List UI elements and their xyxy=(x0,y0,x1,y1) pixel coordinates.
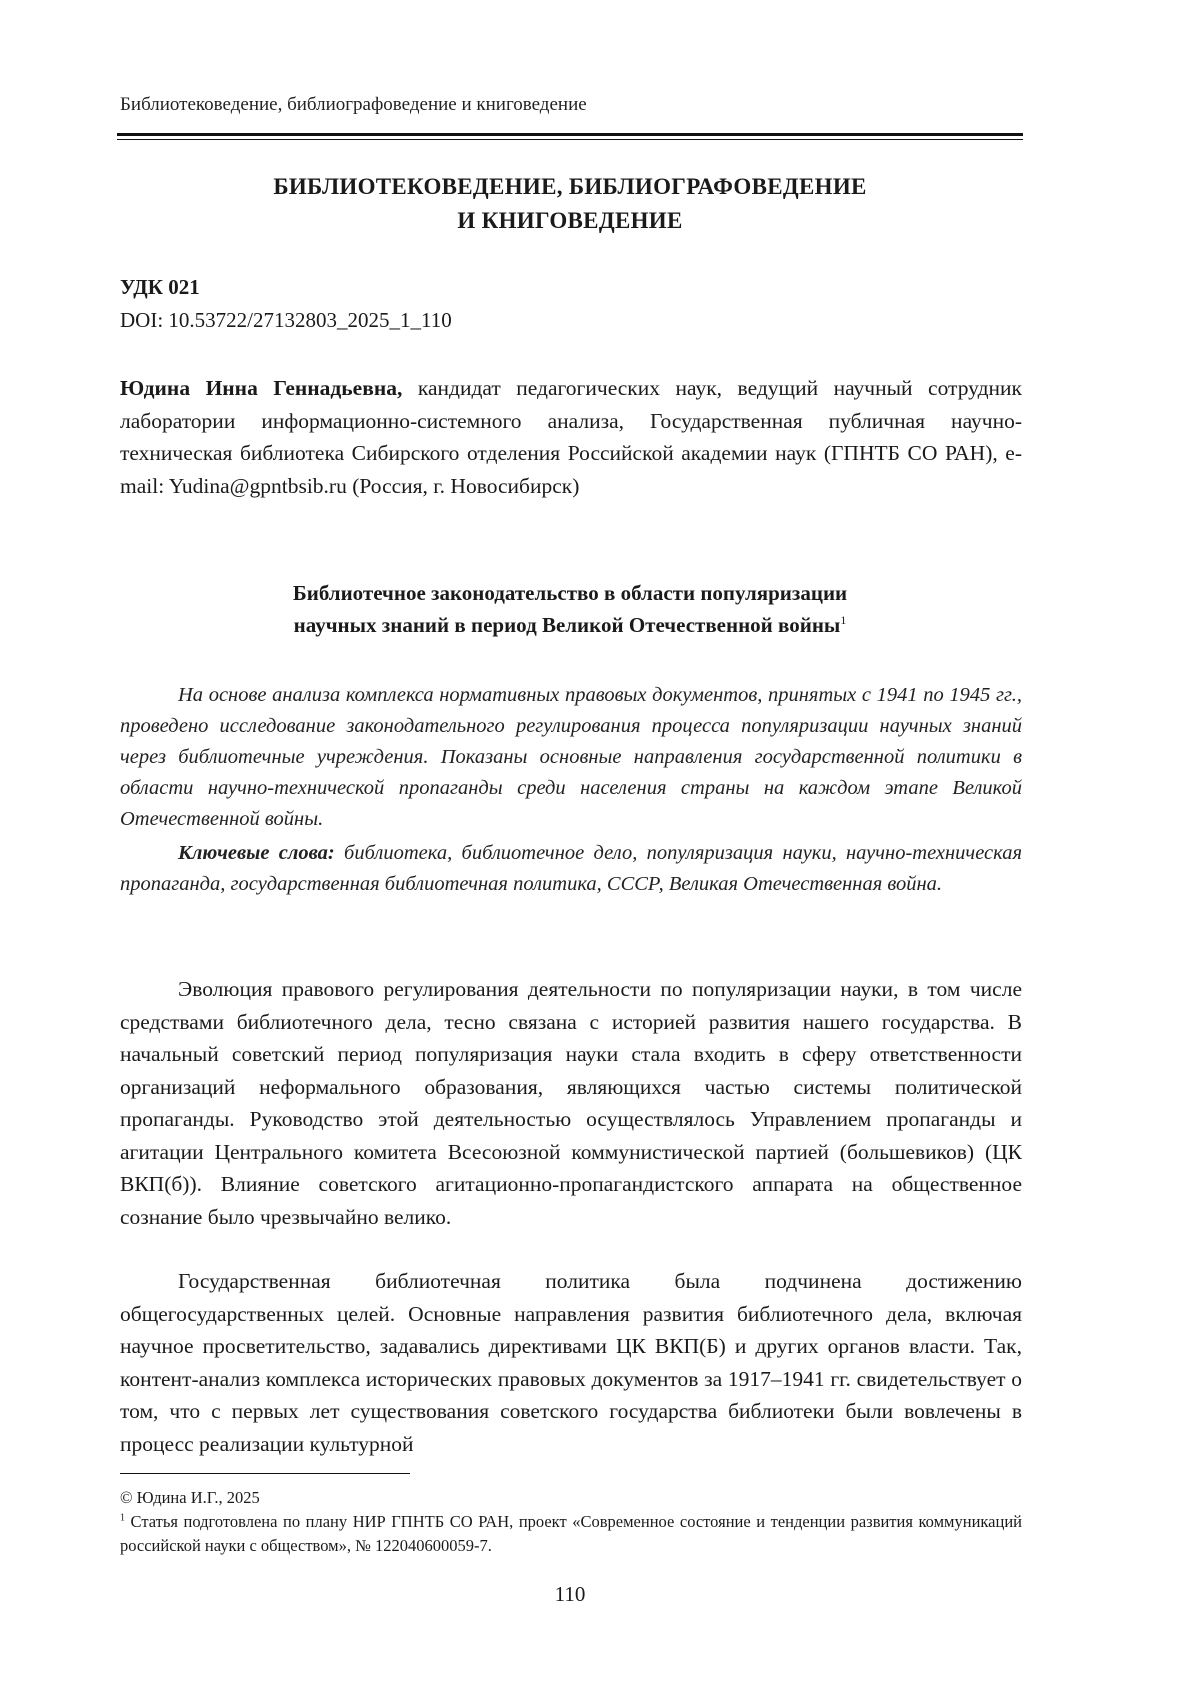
article-title-line-1: Библиотечное законодательство в области популяризации xyxy=(292,581,848,605)
article-title-line-2-text: научных знаний в период Великой Отечественной войны xyxy=(293,613,841,637)
page-number: 110 xyxy=(554,1582,586,1606)
section-title-line-1: БИБЛИОТЕКОВЕДЕНИЕ, БИБЛИОГРАФОВЕДЕНИЕ xyxy=(273,174,867,199)
section-title-line-2: И КНИГОВЕДЕНИЕ xyxy=(457,208,683,233)
section-title xyxy=(120,170,1020,238)
copyright: © Юдина И.Г., 2025 xyxy=(120,1488,260,1507)
header-rule-thick xyxy=(117,133,1023,136)
article-title-line-2 xyxy=(120,609,1020,641)
article-title xyxy=(120,577,1020,641)
body-paragraph-2: Государственная библиотечная политика была подчинена достижению общегосударственных целей. Основные направления развития библиотечного дела, включая научное просветительство, задавались директивами ЦК ВКП(Б) и других органов власти. Так, контент-анализ комплекса исторических правовых документов за 1917–1941 гг. свидетельствует о том, что с первых лет существования советского государства библиотеки были вовлечены в процесс реализации культурной xyxy=(120,1269,1022,1456)
body-paragraph-1: Эволюция правового регулирования деятельности по популяризации науки, в том числе средствами библиотечного дела, тесно связана с историей развития нашего государства. В начальный советский период популяризация науки стала входить в сферу ответственности организаций неформального образования, являющихся частью системы политической пропаганды. Руководство этой деятельностью осуществлялось Управлением пропаганды и агитации Центрального комитета Всесоюзной коммунистической партией (большевиков) (ЦК ВКП(б)). Влияние советского агитационно-пропагандистского аппарата на общественное сознание было чрезвычайно велико. xyxy=(120,977,1022,1229)
abstract: На основе анализа комплекса нормативных правовых документов, принятых с 1941 по 1945 гг., проведено исследование законодательного регулирования процесса популяризации научных знаний через библиотечные учреждения. Показаны основные направления государственной политики в области научно-технической пропаганды среди населения страны на каждом этапе Великой Отечественной войны. xyxy=(120,684,1022,830)
footnote-1 xyxy=(120,1510,1022,1558)
doi: DOI: 10.53722/27132803_2025_1_110 xyxy=(120,308,452,332)
keywords xyxy=(120,838,1022,900)
keywords-label: Ключевые слова: xyxy=(178,842,335,864)
udk-code: УДК 021 xyxy=(120,275,200,299)
author-info: кандидат педагогических наук, ведущий научный сотрудник лаборатории информационно-системного анализа, Государственная публичная научно-техническая библиотека Сибирского отделения Российской академии наук (ГПНТБ СО РАН), e-mail: Yudina@gpntbsib.ru (Россия, г. Новосибирск) xyxy=(120,376,1022,498)
footnote-mark: 1 xyxy=(840,613,847,627)
footnote-1-mark: 1 xyxy=(120,1512,125,1524)
footnote-1-text: Статья подготовлена по плану НИР ГПНТБ СО РАН, проект «Современное состояние и тенденции развития коммуникаций российской науки с обществом», № 122040600059-7. xyxy=(120,1512,1022,1555)
author-name: Юдина Инна Геннадьевна, xyxy=(120,376,403,400)
running-head: Библиотековедение, библиографоведение и книговедение xyxy=(120,94,587,115)
footnote-rule xyxy=(120,1473,410,1474)
keywords-text: библиотека, библиотечное дело, популяризация науки, научно-техническая пропаганда, государственная библиотечная политика, СССР, Великая Отечественная война. xyxy=(120,842,1022,895)
author-block xyxy=(120,372,1022,502)
header-rule-thin xyxy=(117,139,1023,140)
